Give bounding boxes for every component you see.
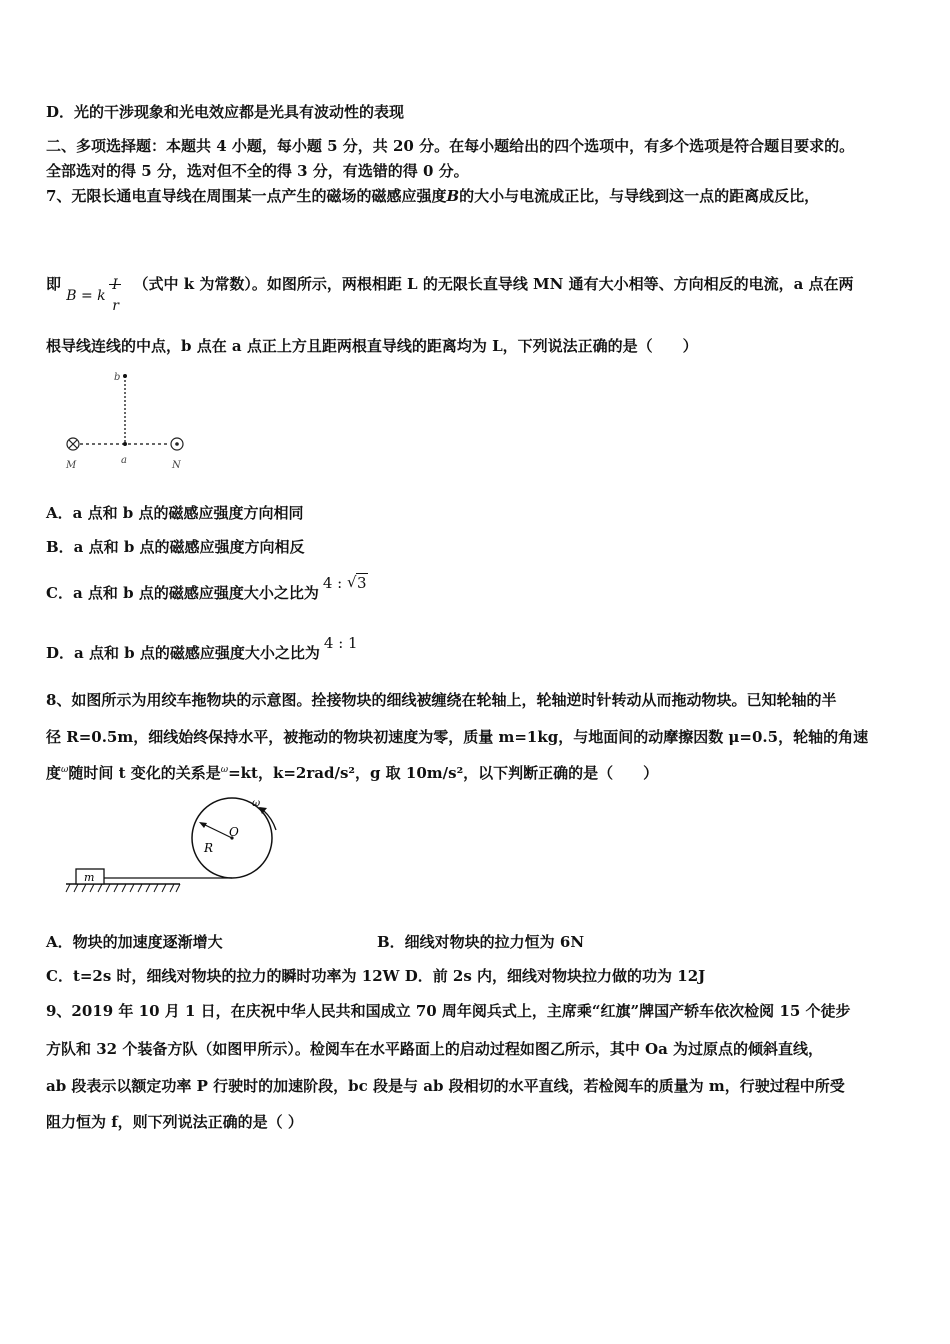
ratio-c-root: 3 — [356, 574, 367, 592]
section-instructions: 全部选对的得 5 分，选对但不全的得 3 分，有选错的得 0 分。 — [46, 162, 469, 180]
q8-option-a: A．物块的加速度逐渐增大 — [46, 933, 223, 951]
omega-symbol-2: ω — [220, 765, 229, 775]
wire-n-out-of-page-icon — [171, 438, 183, 450]
wire-m-into-page-icon — [67, 438, 79, 450]
label-o: O — [229, 825, 239, 839]
q8-line-3-part-3: =kt，k=2rad/s²，g 取 10m/s²，以下判断正确的是（ ） — [228, 764, 659, 782]
option-6d: D．光的干涉现象和光电效应都是光具有波动性的表现 — [46, 103, 405, 121]
label-b: b — [114, 372, 121, 383]
ratio-c-left: 4 : — [322, 574, 347, 592]
q9-line-1: 9、2019 年 10 月 1 日，在庆祝中华人民共和国成立 70 周年阅兵式上，主席乘“红旗”牌国产轿车依次检阅 15 个徒步 — [46, 1002, 851, 1020]
q9-line-2: 方队和 32 个装备方队（如图甲所示）。检阅车在水平路面上的启动过程如图乙所示，其中 Oa 为过原点的倾斜直线， — [46, 1040, 824, 1058]
q7-option-b: B．a 点和 b 点的磁感应强度方向相反 — [46, 538, 305, 556]
q7-symbol-b: B — [446, 187, 460, 205]
q7-line-1-post: 的大小与电流成正比，与导线到这一点的距离成反比， — [459, 187, 820, 205]
ground-hatching — [66, 884, 180, 892]
q8-line-3-part-1: 度 — [46, 764, 62, 782]
q9-line-3: ab 段表示以额定功率 P 行驶时的加速阶段，bc 段是与 ab 段相切的水平直线，若检阅车的质量为 m，行驶过程中所受 — [46, 1077, 845, 1095]
rotation-arc-icon — [263, 810, 276, 830]
ratio-4-to-root-3 — [323, 573, 368, 593]
formula-b-equals-k-i-over-r — [66, 265, 128, 314]
q7-line-2 — [46, 264, 854, 314]
label-omega: ω — [252, 798, 261, 809]
q7-figure — [58, 362, 198, 477]
q7-line-3: 根导线连线的中点，b 点在 a 点正上方且距两根直导线的距离均为 L，下列说法正确的是（ ） — [46, 337, 698, 355]
q9-line-4: 阻力恒为 f，则下列说法正确的是（ ） — [46, 1113, 303, 1131]
formula-denominator: r — [112, 298, 119, 314]
q7-option-d-text: D．a 点和 b 点的磁感应强度大小之比为 — [46, 644, 320, 662]
q7-line-2-pre: 即 — [46, 275, 62, 293]
fraction-bar — [109, 284, 121, 285]
q8-options-c-d: C．t=2s 时，细线对物块的拉力的瞬时功率为 12W D．前 2s 内，细线对物块拉力做的功为 12J — [46, 967, 706, 985]
label-block-m: m — [84, 871, 95, 884]
formula-numerator: I — [112, 277, 118, 293]
section-heading: 二、多项选择题：本题共 4 小题，每小题 5 分，共 20 分。在每小题给出的四个选项中，有多个选项是符合题目要求的。 — [46, 137, 855, 155]
label-r: R — [204, 841, 214, 855]
sqrt-symbol — [347, 573, 368, 593]
ratio-4-to-1: 4 : 1 — [323, 634, 358, 652]
q7-line-1-pre: 7、无限长通电直导线在周围某一点产生的磁场的磁感应强度 — [46, 187, 447, 205]
q8-line-3-part-2: 随时间 t 变化的关系是 — [68, 764, 221, 782]
q8-winch-figure — [46, 792, 296, 902]
q7-option-c — [46, 574, 368, 603]
omega-symbol: ω — [61, 765, 69, 775]
q7-line-1 — [46, 186, 819, 206]
q8-option-b: B．细线对物块的拉力恒为 6N — [377, 933, 585, 951]
q7-option-d — [46, 634, 358, 663]
formula-lhs: B = k — [66, 288, 106, 304]
q7-option-a: A．a 点和 b 点的磁感应强度方向相同 — [46, 504, 304, 522]
q8-line-2: 径 R=0.5m，细线始终保持水平，被拖动的物块初速度为零，质量 m=1kg，与地面间的动摩擦因数 μ=0.5，轮轴的角速 — [46, 728, 869, 746]
label-a: a — [121, 455, 127, 466]
q7-line-2-text: （式中 k 为常数）。如图所示，两根相距 L 的无限长直导线 MN 通有大小相等、方向相反的电流，a 点在两 — [133, 275, 854, 293]
point-b-dot — [123, 374, 127, 378]
q7-option-c-text: C．a 点和 b 点的磁感应强度大小之比为 — [46, 584, 319, 602]
q8-line-1: 8、如图所示为用绞车拖物块的示意图。拴接物块的细线被缠绕在轮轴上，轮轴逆时针转动从而拖动物块。已知轮轴的半 — [46, 691, 837, 709]
label-n: N — [172, 460, 181, 471]
label-m: M — [66, 460, 77, 471]
point-a-dot — [123, 442, 127, 446]
q8-line-3 — [46, 763, 658, 786]
